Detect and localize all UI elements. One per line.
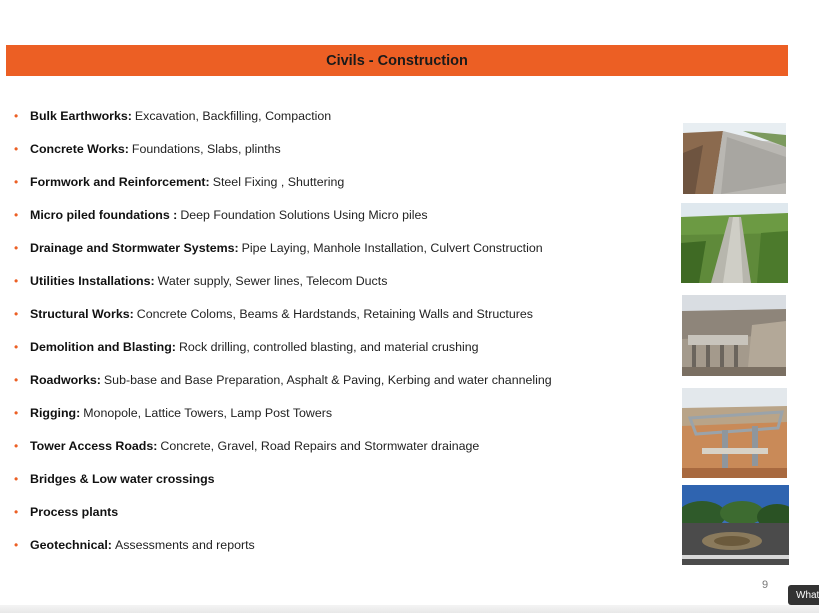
item-label: Structural Works: bbox=[30, 306, 134, 321]
concrete-road-photo bbox=[683, 123, 786, 194]
item-label: Utilities Installations: bbox=[30, 273, 155, 288]
list-item bbox=[14, 132, 552, 165]
bullet-icon: • bbox=[14, 273, 19, 288]
list-item bbox=[14, 264, 552, 297]
list-item bbox=[14, 495, 552, 528]
list-item bbox=[14, 231, 552, 264]
item-text: Steel Fixing , Shuttering bbox=[212, 174, 345, 189]
bullet-icon: • bbox=[14, 537, 19, 552]
bullet-icon: • bbox=[14, 405, 19, 420]
list-item bbox=[14, 462, 552, 495]
bullet-icon: • bbox=[14, 471, 19, 486]
bullet-icon: • bbox=[14, 306, 19, 321]
bullet-icon: • bbox=[14, 141, 19, 156]
item-label: Drainage and Stormwater Systems: bbox=[30, 240, 239, 255]
tower-foundation-photo bbox=[682, 388, 787, 478]
concrete-road-image bbox=[683, 123, 786, 194]
list-item bbox=[14, 363, 552, 396]
title-banner bbox=[6, 45, 788, 76]
bullet-icon: • bbox=[14, 108, 19, 123]
roadworks-photo bbox=[682, 485, 789, 565]
item-text: Pipe Laying, Manhole Installation, Culvert Construction bbox=[241, 240, 543, 255]
item-text: Deep Foundation Solutions Using Micro piles bbox=[180, 207, 428, 222]
item-text: Concrete, Gravel, Road Repairs and Stormwater drainage bbox=[160, 438, 480, 453]
item-label: Roadworks: bbox=[30, 372, 101, 387]
roadworks-image bbox=[682, 485, 789, 565]
item-text: Assessments and reports bbox=[114, 537, 255, 552]
drainage-channel-image bbox=[681, 203, 788, 283]
item-label: Rigging: bbox=[30, 405, 81, 420]
list-item bbox=[14, 165, 552, 198]
tower-foundation-image bbox=[682, 388, 787, 478]
bullet-icon: • bbox=[14, 207, 19, 222]
bullet-icon: • bbox=[14, 504, 19, 519]
item-text: Excavation, Backfilling, Compaction bbox=[134, 108, 332, 123]
list-item bbox=[14, 429, 552, 462]
list-item bbox=[14, 528, 552, 561]
item-text: Concrete Coloms, Beams & Hardstands, Retaining Walls and Structures bbox=[136, 306, 533, 321]
item-text: Monopole, Lattice Towers, Lamp Post Towers bbox=[83, 405, 333, 420]
list-item bbox=[14, 396, 552, 429]
slide-title: Civils - Construction bbox=[326, 52, 468, 69]
bullet-icon: • bbox=[14, 438, 19, 453]
structural-works-image bbox=[682, 295, 786, 376]
item-label: Concrete Works: bbox=[30, 141, 129, 156]
item-label: Geotechnical: bbox=[30, 537, 112, 552]
item-text: Water supply, Sewer lines, Telecom Ducts bbox=[157, 273, 388, 288]
item-label: Bridges & Low water crossings bbox=[30, 471, 215, 486]
list-item bbox=[14, 198, 552, 231]
bottom-bar bbox=[0, 605, 819, 613]
list-item bbox=[14, 99, 552, 132]
item-text: Foundations, Slabs, plinths bbox=[131, 141, 281, 156]
chat-button[interactable]: What bbox=[788, 585, 819, 605]
bullet-icon: • bbox=[14, 339, 19, 354]
item-text: Sub-base and Base Preparation, Asphalt & Paving, Kerbing and water channeling bbox=[103, 372, 552, 387]
bullet-icon: • bbox=[14, 372, 19, 387]
bullet-icon: • bbox=[14, 174, 19, 189]
item-label: Tower Access Roads: bbox=[30, 438, 158, 453]
page-number: 9 bbox=[762, 579, 769, 591]
item-label: Micro piled foundations : bbox=[30, 207, 178, 222]
item-label: Demolition and Blasting: bbox=[30, 339, 176, 354]
bullet-icon: • bbox=[14, 240, 19, 255]
item-label: Process plants bbox=[30, 504, 119, 519]
list-item bbox=[14, 297, 552, 330]
item-label: Formwork and Reinforcement: bbox=[30, 174, 210, 189]
item-label: Bulk Earthworks: bbox=[30, 108, 132, 123]
drainage-channel-photo bbox=[681, 203, 788, 283]
structural-works-photo bbox=[682, 295, 786, 376]
item-text: Rock drilling, controlled blasting, and material crushing bbox=[178, 339, 479, 354]
services-list bbox=[14, 99, 552, 561]
list-item bbox=[14, 330, 552, 363]
